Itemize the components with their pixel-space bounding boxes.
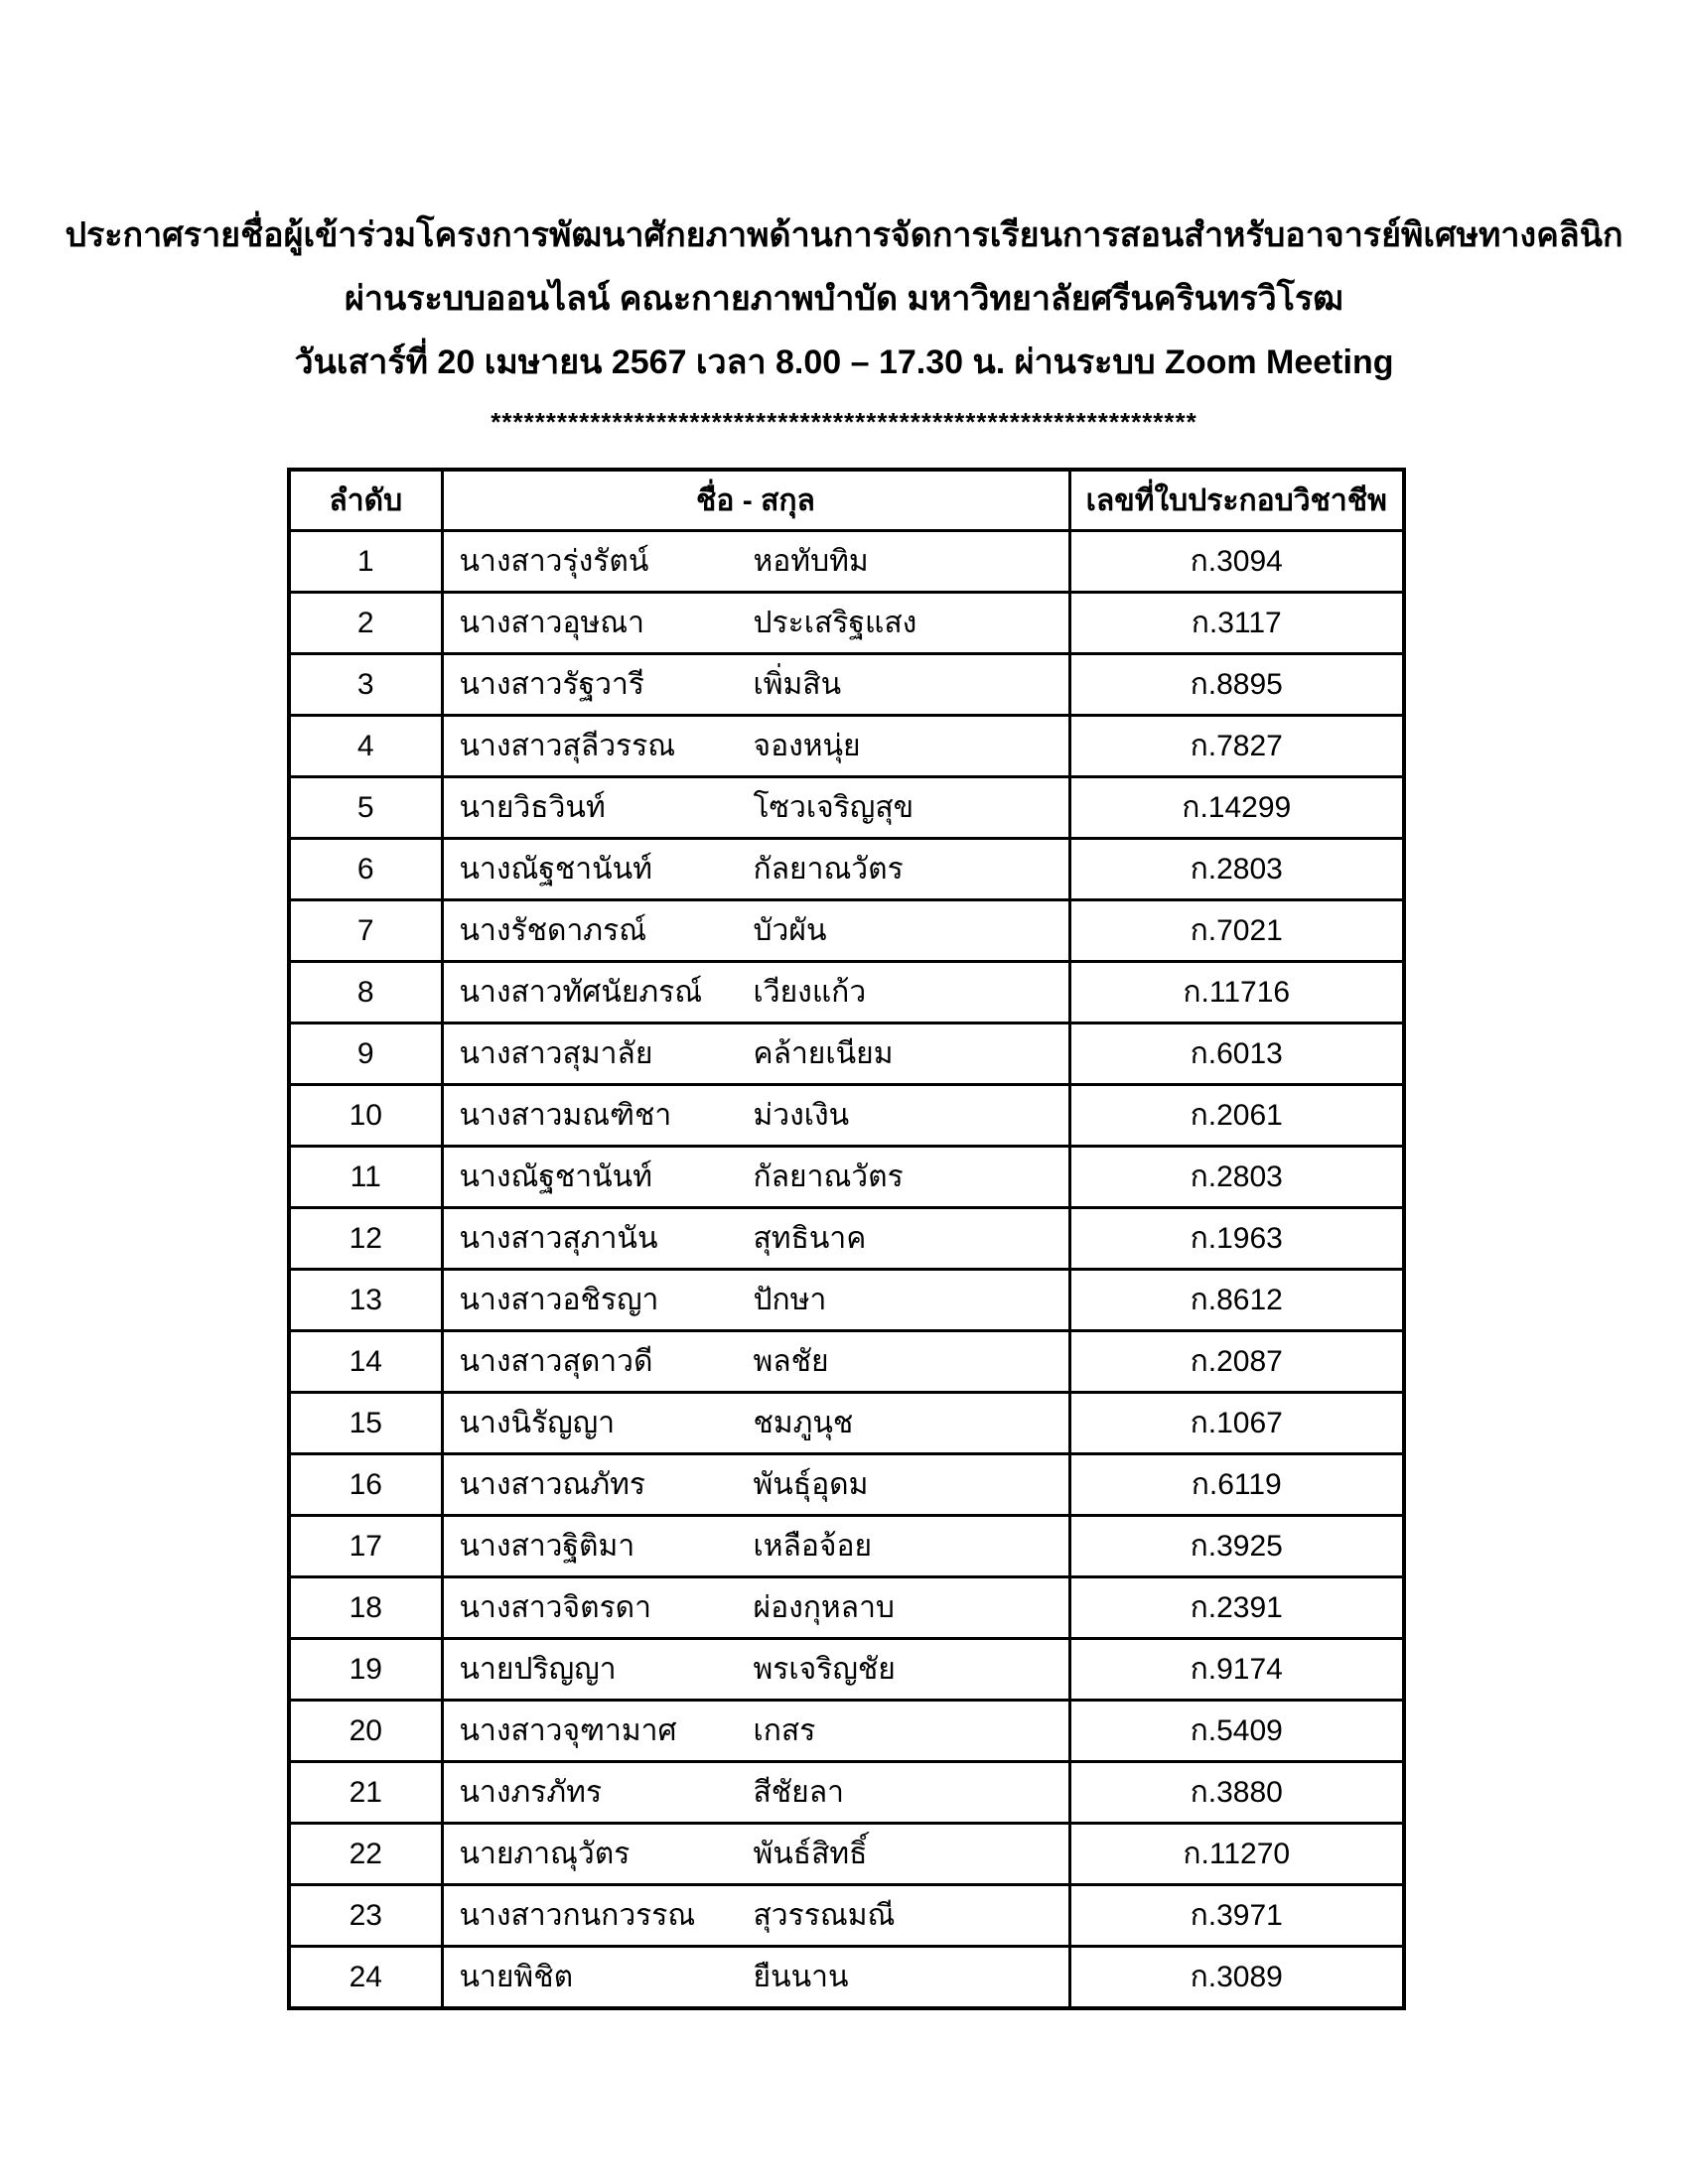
table-row (289, 1454, 1404, 1516)
document-header (0, 0, 1688, 450)
col-header-name: ชื่อ - สกุล (442, 470, 1069, 531)
last-name: หอทับทิม (753, 545, 869, 578)
last-name: เวียงแก้ว (753, 976, 867, 1009)
row-name-cell (442, 1516, 1069, 1577)
row-license-cell: ก.3971 (1069, 1885, 1404, 1947)
row-license-cell: ก.7827 (1069, 716, 1404, 777)
row-index-cell: 9 (289, 1024, 442, 1085)
table-header (289, 470, 1404, 531)
row-index-cell: 17 (289, 1516, 442, 1577)
last-name: กัลยาณวัตร (753, 1160, 904, 1193)
last-name: ยืนนาน (753, 1961, 849, 1993)
row-index-cell: 8 (289, 962, 442, 1024)
last-name: เพิ่มสิน (753, 668, 842, 701)
row-index-cell: 21 (289, 1762, 442, 1824)
row-index-cell: 10 (289, 1085, 442, 1147)
table-row (289, 962, 1404, 1024)
row-name-cell (442, 1393, 1069, 1454)
row-license-cell: ก.3094 (1069, 531, 1404, 593)
row-index-cell: 12 (289, 1208, 442, 1270)
table-row (289, 1947, 1404, 2009)
first-name: นางณัฐชานันท์ (459, 1160, 652, 1193)
table-row (289, 1885, 1404, 1947)
row-name-cell (442, 1762, 1069, 1824)
table-row (289, 1577, 1404, 1639)
last-name: พันธ์สิทธิ์ (753, 1838, 868, 1870)
row-license-cell: ก.9174 (1069, 1639, 1404, 1701)
row-name-cell (442, 1147, 1069, 1208)
row-name-cell (442, 1577, 1069, 1639)
row-index-cell: 19 (289, 1639, 442, 1701)
first-name: นายปริญญา (459, 1653, 617, 1686)
first-name: นายวิธวินท์ (459, 791, 606, 824)
row-name-cell (442, 1270, 1069, 1331)
table-row (289, 716, 1404, 777)
row-license-cell: ก.6119 (1069, 1454, 1404, 1516)
last-name: ม่วงเงิน (753, 1099, 850, 1132)
last-name: สุวรรณมณี (753, 1899, 896, 1932)
table-body (289, 531, 1404, 2009)
row-name-cell (442, 531, 1069, 593)
last-name: พันธุ์อุดม (753, 1468, 869, 1501)
first-name: นางนิรัญญา (459, 1407, 616, 1439)
row-index-cell: 15 (289, 1393, 442, 1454)
row-index-cell: 16 (289, 1454, 442, 1516)
row-name-cell (442, 1085, 1069, 1147)
row-name-cell (442, 777, 1069, 839)
row-license-cell: ก.11270 (1069, 1824, 1404, 1885)
row-index-cell: 11 (289, 1147, 442, 1208)
first-name: นางสาวรุ่งรัตน์ (459, 545, 649, 578)
row-license-cell: ก.3880 (1069, 1762, 1404, 1824)
row-name-cell (442, 1947, 1069, 2009)
table-row (289, 777, 1404, 839)
first-name: นางภรภัทร (459, 1776, 603, 1809)
table-row (289, 1762, 1404, 1824)
col-header-license: เลขที่ใบประกอบวิชาชีพ (1069, 470, 1404, 531)
row-name-cell (442, 1701, 1069, 1762)
row-index-cell: 23 (289, 1885, 442, 1947)
last-name: พลชัย (753, 1345, 829, 1378)
last-name: ประเสริฐแสง (753, 607, 917, 639)
table-row (289, 654, 1404, 716)
row-license-cell: ก.7021 (1069, 900, 1404, 962)
last-name: บัวผัน (753, 914, 827, 947)
row-name-cell (442, 1824, 1069, 1885)
table-row (289, 1639, 1404, 1701)
last-name: เหลือจ้อย (753, 1530, 873, 1563)
row-index-cell: 2 (289, 593, 442, 654)
row-license-cell: ก.5409 (1069, 1701, 1404, 1762)
row-index-cell: 24 (289, 1947, 442, 2009)
last-name: กัลยาณวัตร (753, 853, 904, 886)
row-license-cell: ก.11716 (1069, 962, 1404, 1024)
row-name-cell (442, 1208, 1069, 1270)
first-name: นางสาวอุษณา (459, 607, 644, 639)
first-name: นางสาวจุฑามาศ (459, 1714, 677, 1747)
row-name-cell (442, 1331, 1069, 1393)
row-name-cell (442, 839, 1069, 900)
table-row (289, 593, 1404, 654)
row-license-cell: ก.14299 (1069, 777, 1404, 839)
row-index-cell: 7 (289, 900, 442, 962)
table-row (289, 900, 1404, 962)
row-index-cell: 1 (289, 531, 442, 593)
first-name: นายพิชิต (459, 1961, 574, 1993)
table-row (289, 1701, 1404, 1762)
row-index-cell: 6 (289, 839, 442, 900)
row-index-cell: 4 (289, 716, 442, 777)
first-name: นางสาวรัฐวารี (459, 668, 644, 701)
row-license-cell: ก.3089 (1069, 1947, 1404, 2009)
row-name-cell (442, 1885, 1069, 1947)
table-row (289, 1208, 1404, 1270)
row-license-cell: ก.1963 (1069, 1208, 1404, 1270)
col-header-index: ลำดับ (289, 470, 442, 531)
first-name: นางณัฐชานันท์ (459, 853, 652, 886)
first-name: นางสาวทัศนัยภรณ์ (459, 976, 703, 1009)
last-name: คล้ายเนียม (753, 1037, 894, 1070)
row-license-cell: ก.1067 (1069, 1393, 1404, 1454)
row-license-cell: ก.2391 (1069, 1577, 1404, 1639)
table-row (289, 1393, 1404, 1454)
last-name: สุทธินาค (753, 1222, 867, 1255)
row-license-cell: ก.2061 (1069, 1085, 1404, 1147)
row-license-cell: ก.2087 (1069, 1331, 1404, 1393)
last-name: ปักษา (753, 1284, 827, 1316)
last-name: พรเจริญชัย (753, 1653, 896, 1686)
row-license-cell: ก.2803 (1069, 1147, 1404, 1208)
table-row (289, 1824, 1404, 1885)
first-name: นางสาวสุภานัน (459, 1222, 658, 1255)
row-index-cell: 20 (289, 1701, 442, 1762)
asterisk-divider: **************************************************************** (491, 407, 1197, 437)
row-name-cell (442, 593, 1069, 654)
first-name: นางสาวณภัทร (459, 1468, 645, 1501)
first-name: นางสาวสุดาวดี (459, 1345, 653, 1378)
table-row (289, 1331, 1404, 1393)
title-line-2: ผ่านระบบออนไลน์ คณะกายภาพบำบัด มหาวิทยาลัยศรีนครินทรวิโรฒ (344, 280, 1344, 318)
last-name: ชมภูนุช (753, 1407, 854, 1439)
row-name-cell (442, 716, 1069, 777)
participants-table (287, 468, 1406, 2010)
first-name: นางสาวสุมาลัย (459, 1037, 653, 1070)
last-name: จองหนุ่ย (753, 730, 861, 762)
row-name-cell (442, 1639, 1069, 1701)
last-name: สีชัยลา (753, 1776, 844, 1809)
first-name: นางสาวมณฑิชา (459, 1099, 672, 1132)
table-row (289, 839, 1404, 900)
title-line-1: ประกาศรายชื่อผู้เข้าร่วมโครงการพัฒนาศักยภาพด้านการจัดการเรียนการสอนสำหรับอาจารย์พิเศษทางคลินิก (65, 216, 1623, 254)
table-row (289, 531, 1404, 593)
first-name: นางสาวสุลีวรรณ (459, 730, 676, 762)
row-name-cell (442, 1454, 1069, 1516)
row-license-cell: ก.8612 (1069, 1270, 1404, 1331)
row-index-cell: 18 (289, 1577, 442, 1639)
row-name-cell (442, 1024, 1069, 1085)
table-row (289, 1270, 1404, 1331)
last-name: เกสร (753, 1714, 816, 1747)
first-name: นางสาวจิตรดา (459, 1591, 652, 1624)
table-row (289, 1147, 1404, 1208)
table-row (289, 1516, 1404, 1577)
row-name-cell (442, 962, 1069, 1024)
first-name: นางสาวกนกวรรณ (459, 1899, 696, 1932)
row-license-cell: ก.8895 (1069, 654, 1404, 716)
last-name: ผ่องกุหลาบ (753, 1591, 895, 1624)
row-index-cell: 22 (289, 1824, 442, 1885)
row-license-cell: ก.3117 (1069, 593, 1404, 654)
row-name-cell (442, 900, 1069, 962)
first-name: นางสาวฐิติมา (459, 1530, 635, 1563)
row-license-cell: ก.3925 (1069, 1516, 1404, 1577)
row-name-cell (442, 654, 1069, 716)
title-line-3: วันเสาร์ที่ 20 เมษายน 2567 เวลา 8.00 – 17.30 น. ผ่านระบบ Zoom Meeting (294, 343, 1394, 381)
first-name: นางรัชดาภรณ์ (459, 914, 647, 947)
row-index-cell: 13 (289, 1270, 442, 1331)
row-index-cell: 3 (289, 654, 442, 716)
table-row (289, 1085, 1404, 1147)
row-index-cell: 14 (289, 1331, 442, 1393)
first-name: นายภาณุวัตร (459, 1838, 631, 1870)
row-index-cell: 5 (289, 777, 442, 839)
last-name: โซวเจริญสุข (753, 791, 914, 824)
row-license-cell: ก.2803 (1069, 839, 1404, 900)
table-row (289, 1024, 1404, 1085)
row-license-cell: ก.6013 (1069, 1024, 1404, 1085)
first-name: นางสาวอชิรญา (459, 1284, 659, 1316)
header-row (289, 470, 1404, 531)
